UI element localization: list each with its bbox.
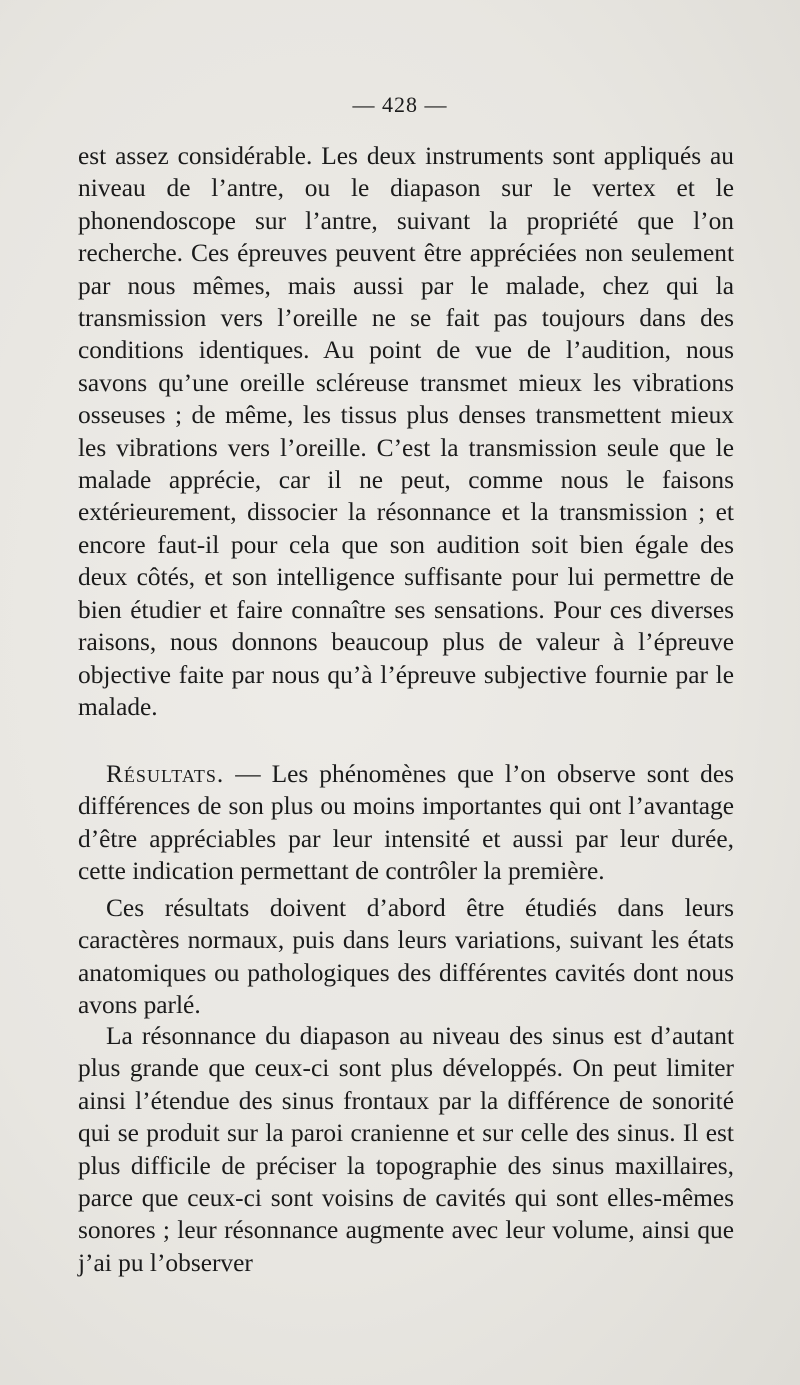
paragraph-text: La résonnance du diapason au niveau des sinus est d’autant plus grande que ceux-ci sont plus développés. On peut limiter ainsi l’étendue des sinus frontaux par la différence de sonorité qui se produit sur la paroi cranienne et sur celle des sinus. Il est plus difficile de préciser la topographie des sinus maxillaires, parce que ceux-ci sont voisins de cavités qui sont elles-mêmes sonores ; leur résonnance augmente avec leur volume, ainsi que j’ai pu l’observer	[78, 1022, 734, 1277]
paragraph-resonance	[78, 1020, 734, 1279]
paragraph-normal-characters	[78, 892, 734, 1022]
section-heading: Résultats.	[106, 760, 225, 788]
paragraph-text	[78, 758, 734, 888]
paragraph-continuation	[78, 140, 734, 723]
page-number: — 428 —	[352, 92, 448, 117]
paragraph-body: — Les phénomènes que l’on observe sont des différences de son plus ou moins importantes qui ont l’avantage d’être appréciables par leur intensité et aussi par leur durée, cette indication permettant de contrôler la première.	[78, 760, 734, 886]
paragraph-results	[78, 758, 734, 888]
paragraph-text: est assez considérable. Les deux instruments sont appliqués au niveau de l’antre, ou le diapason sur le vertex et le phonendoscope sur l’antre, suivant la propriété que l’on recherche. Ces épreuves peuvent être appréciées non seulement par nous mêmes, mais aussi par le malade, chez qui la transmission vers l’oreille ne se fait pas toujours dans des conditions identiques. Au point de vue de l’audition, nous savons qu’une oreille scléreuse transmet mieux les vibrations osseuses ; de même, les tissus plus denses transmettent mieux les vibrations vers l’oreille. C’est la transmission seule que le malade apprécie, car il ne peut, comme nous le faisons extérieurement, dissocier la résonnance et la transmission ; et encore faut-il pour cela que son audition soit bien égale des deux côtés, et son intelligence suffisante pour lui permettre de bien étudier et faire connaître ses sensations. Pour ces diverses raisons, nous donnons beaucoup plus de valeur à l’épreuve objective faite par nous qu’à l’épreuve subjective fournie par le malade.	[78, 142, 734, 721]
paragraph-text: Ces résultats doivent d’abord être étudiés dans leurs caractères normaux, puis dans leurs variations, suivant les états anatomiques ou pathologiques des différentes cavités dont nous avons parlé.	[78, 894, 734, 1020]
